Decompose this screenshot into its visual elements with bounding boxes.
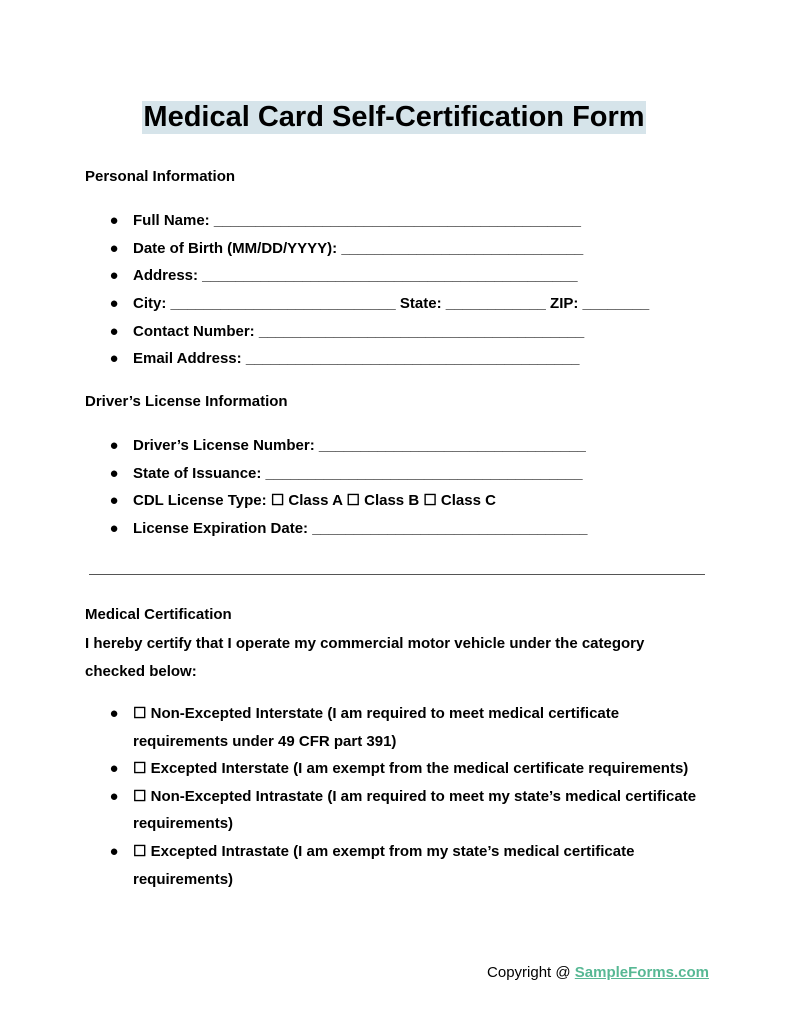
medical-certification-heading: Medical Certification	[85, 606, 232, 623]
bullet-icon: ●	[109, 350, 119, 368]
bullet-icon: ●	[109, 239, 119, 257]
email-address-field[interactable]	[0, 345, 788, 373]
title-wrapper	[0, 101, 788, 134]
date-of-birth-field[interactable]	[0, 235, 788, 263]
state-of-issuance-label: State of Issuance: ______________________________________	[133, 464, 583, 482]
cdl-license-type-field[interactable]	[0, 487, 788, 515]
footer	[487, 963, 709, 983]
option-excepted-interstate-label: ☐ Excepted Interstate (I am exempt from the medical certificate requirements)	[133, 760, 689, 778]
full-name-label: Full Name: ____________________________________________	[133, 212, 581, 229]
option-non-excepted-intrastate-label: ☐ Non-Excepted Intrastate (I am required to meet my state’s medical certificate requirements)	[133, 787, 697, 833]
license-number-field[interactable]	[0, 432, 788, 460]
section-divider	[89, 574, 705, 575]
bullet-icon: ●	[109, 267, 119, 285]
cdl-license-type-label: CDL License Type: ☐ Class A ☐ Class B ☐ Class C	[133, 492, 496, 510]
copyright-text: Copyright @	[487, 964, 571, 981]
email-address-label: Email Address: ________________________________________	[133, 350, 580, 368]
bullet-icon: ●	[109, 520, 119, 538]
option-excepted-intrastate-label: ☐ Excepted Intrastate (I am exempt from my state’s medical certificate requirements)	[133, 842, 635, 888]
option-non-excepted-intrastate[interactable]	[0, 783, 788, 838]
license-number-label: Driver’s License Number: ________________________________	[133, 437, 586, 454]
bullet-icon: ●	[109, 437, 119, 454]
bullet-icon: ●	[109, 322, 119, 340]
bullet-icon: ●	[109, 492, 119, 510]
personal-information-list	[0, 207, 788, 373]
license-expiration-field[interactable]	[0, 515, 788, 543]
bullet-icon: ●	[109, 787, 119, 805]
option-excepted-interstate[interactable]	[0, 755, 788, 783]
date-of-birth-label: Date of Birth (MM/DD/YYYY): _____________________________	[133, 239, 584, 257]
address-field[interactable]	[0, 262, 788, 290]
address-label: Address: _____________________________________________	[133, 267, 578, 285]
personal-information-heading: Personal Information	[85, 168, 236, 185]
bullet-icon: ●	[109, 212, 119, 229]
option-excepted-intrastate[interactable]	[0, 838, 788, 893]
bullet-icon: ●	[109, 705, 119, 722]
license-information-heading: Driver’s License Information	[85, 393, 288, 410]
bullet-icon: ●	[109, 295, 119, 313]
certification-options-list	[0, 700, 788, 893]
sampleforms-link[interactable]: SampleForms.com	[574, 964, 709, 981]
bullet-icon: ●	[109, 760, 119, 778]
state-of-issuance-field[interactable]	[0, 460, 788, 488]
option-non-excepted-interstate[interactable]	[0, 700, 788, 755]
license-expiration-label: License Expiration Date: _________________________________	[133, 520, 588, 538]
page-title: Medical Card Self-Certification Form	[143, 101, 645, 133]
contact-number-label: Contact Number: _______________________________________	[133, 322, 585, 340]
city-state-zip-label: City: ___________________________ State: ____________ ZIP: ________	[133, 295, 650, 313]
certification-statement: I hereby certify that I operate my commercial motor vehicle under the category checked below:	[85, 635, 645, 680]
contact-number-field[interactable]	[0, 318, 788, 346]
option-non-excepted-interstate-label: ☐ Non-Excepted Interstate (I am required to meet medical certificate requirements under 49 CFR part 391)	[133, 705, 620, 750]
bullet-icon: ●	[109, 842, 119, 860]
full-name-field[interactable]	[0, 207, 788, 235]
bullet-icon: ●	[109, 464, 119, 482]
city-state-zip-field[interactable]	[0, 290, 788, 318]
license-information-list	[0, 432, 788, 543]
